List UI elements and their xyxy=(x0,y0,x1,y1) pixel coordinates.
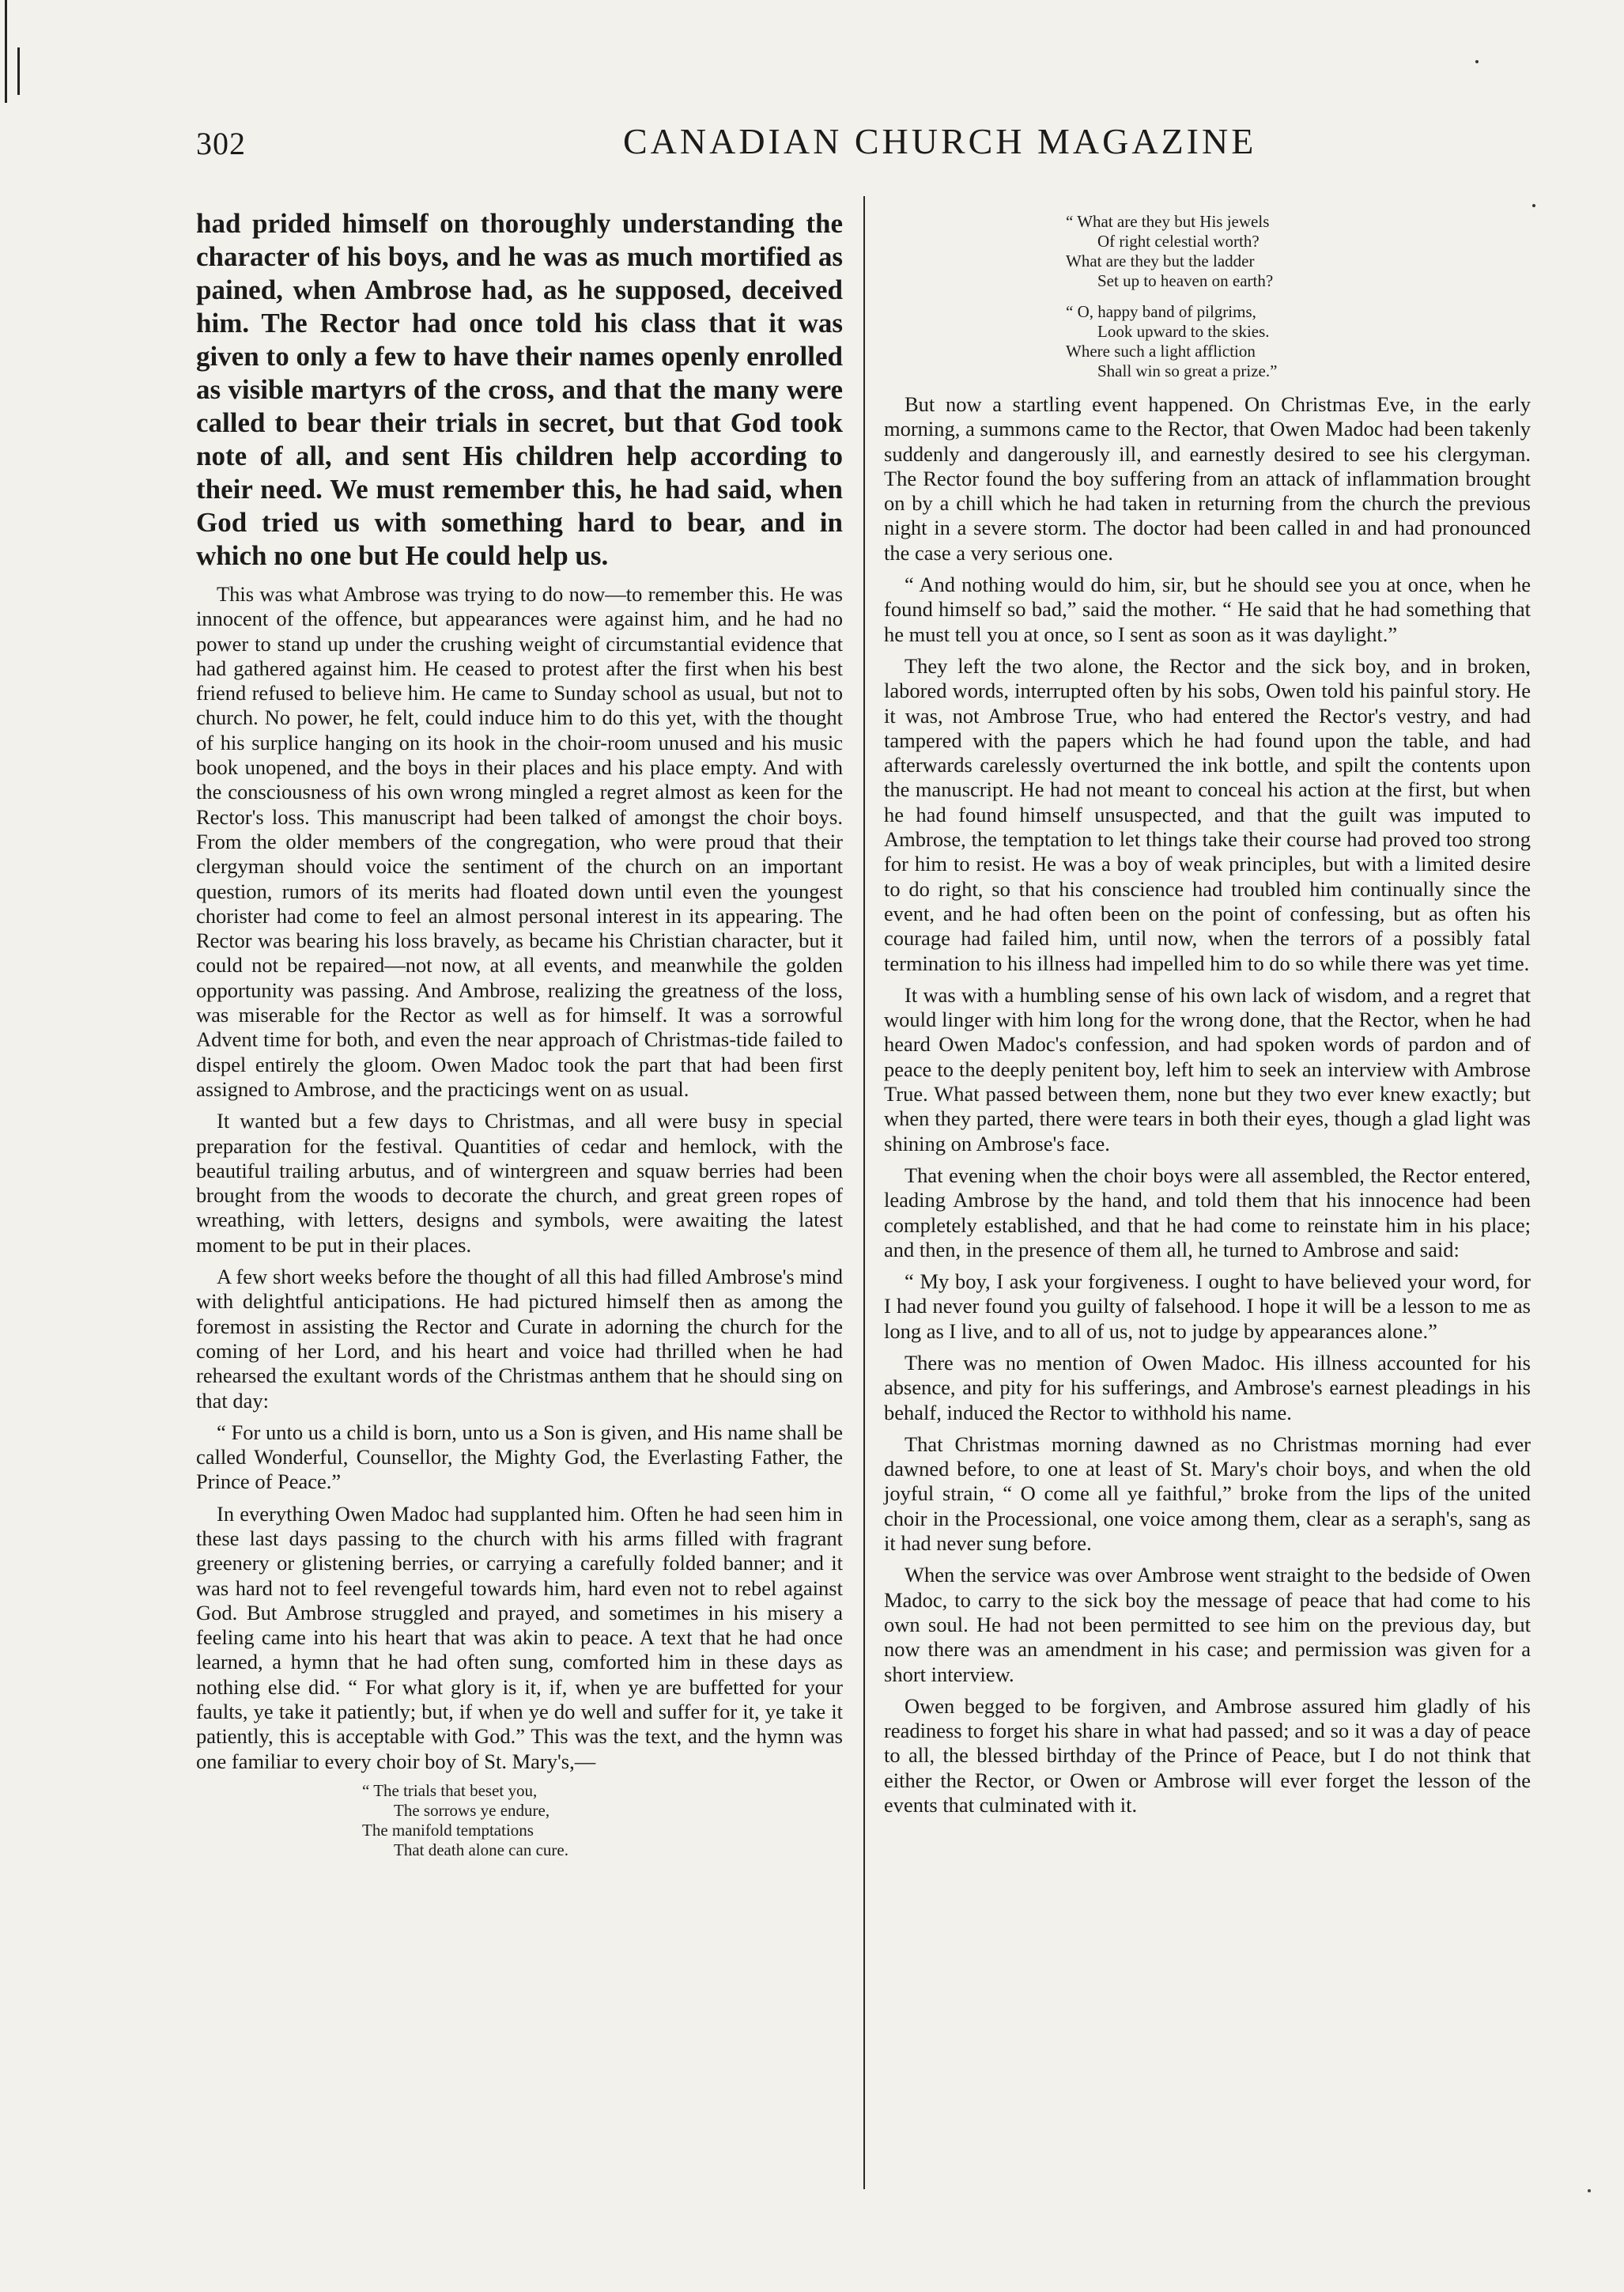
paragraph: In everything Owen Madoc had supplanted him. Often he had seen him in these last days passing to the church with his arms filled with fragrant greenery or glistening berries, or carrying a carefully folded banner; and it was hard not to feel revengeful towards him, hard even not to rebel against God. But Ambrose struggled and prayed, and sometimes in his misery a feeling came into his heart that was akin to peace. A text that he had once learned, a hymn that he had often sung, comforted him in these days as nothing else did. “ For what glory is it, if, when ye are buffetted for your faults, ye take it patiently; but, if when ye do well and suffer for it, ye take it patiently, this is acceptable with God.” This was the text, and the hymn was one familiar to every choir boy of St. Mary's,— xyxy=(196,1501,843,1773)
hymn-line: The sorrows ye endure, xyxy=(394,1800,550,1820)
paragraph: There was no mention of Owen Madoc. His illness accounted for his absence, and pity for his sufferings, and Ambrose's earnest pleadings in his behalf, induced the Rector to withhold his name. xyxy=(884,1350,1531,1424)
left-column xyxy=(196,207,843,1871)
hymn-line: Shall win so great a prize.” xyxy=(1097,361,1278,380)
hymn-line: “ What are they but His jewels xyxy=(1066,212,1270,231)
hymn-line: Set up to heaven on earth? xyxy=(1097,271,1274,290)
hymn-line: “ The trials that beset you, xyxy=(362,1780,538,1800)
stanza-gap xyxy=(1066,291,1531,302)
lead-paragraph: had prided himself on thoroughly understanding the character of his boys, and he was as much mortified as pained, when Ambrose had, as he supposed, deceived him. The Rector had once told his class that it was given to only a few to have their names openly enrolled as visible martyrs of the cross, and that the many were called to bear their trials in secret, but that God took note of all, and sent His children help according to their need. We must remember this, he had said, when God tried us with something hard to bear, and in which no one but He could help us. xyxy=(196,208,843,571)
paragraph: But now a startling event happened. On Christmas Eve, in the early morning, a summons came to the Rector, that Owen Madoc had been takenly suddenly and dangerously ill, and earnestly desired to see his clergyman. The Rector found the boy suffering from an attack of inflammation brought on by a chill which he had taken in returning from the church the previous night in a severe storm. The doctor had been called in and had pronounced the case a very serious one. xyxy=(884,392,1531,565)
hymn-line: The manifold temptations xyxy=(362,1820,534,1840)
paragraph: It was with a humbling sense of his own lack of wisdom, and a regret that would linger with him long for the wrong done, that the Rector, when he had heard Owen Madoc's confession, and had spoken words of pardon and of peace to the deeply penitent boy, left him to seek an interview with Ambrose True. What passed between them, none but they two ever knew exactly; but when they parted, there were tears in both their eyes, though a glad light was shining on Ambrose's face. xyxy=(884,982,1531,1155)
page-number: 302 xyxy=(196,126,246,161)
scan-edge-mark xyxy=(17,47,20,95)
hymn-line: That death alone can cure. xyxy=(394,1840,568,1859)
hymn-stanzas xyxy=(884,212,1531,381)
right-column xyxy=(884,207,1531,1825)
page-header xyxy=(196,117,1540,172)
paragraph: It wanted but a few days to Christmas, and all were busy in special preparation for the festival. Quantities of cedar and hemlock, with the beautiful trailing arbutus, and of wintergreen and squaw berries had been brought from the woods to decorate the church, and great green ropes of wreathing, with letters, designs and symbols, were awaiting the latest moment to be put in their places. xyxy=(196,1109,843,1257)
scan-speck xyxy=(1475,60,1479,63)
hymn-line: Look upward to the skies. xyxy=(1097,322,1270,341)
hymn-line: What are they but the ladder xyxy=(1066,252,1255,270)
paragraph: A few short weeks before the thought of all this had filled Ambrose's mind with delightful anticipations. He had pictured himself then as among the foremost in assisting the Rector and Curate in adorning the church for the coming of her Lord, and his heart and voice had thrilled when he had rehearsed the exultant words of the Christmas anthem that he should sing on that day: xyxy=(196,1265,843,1413)
paragraph: “ My boy, I ask your forgiveness. I ought to have believed your word, for I had never found you guilty of falsehood. I hope it will be a lesson to me as long as I live, and to all of us, not to judge by appearances alone.” xyxy=(884,1269,1531,1343)
paragraph: This was what Ambrose was trying to do now—to remember this. He was innocent of the offence, but appearances were against him, and he had no power to stand up under the crushing weight of circumstantial evidence that had gathered against him. He ceased to protest after the first when his best friend refused to believe him. He came to Sunday school as usual, but not to church. No power, he felt, could induce him to do this yet, with the thought of his surplice hanging on its hook in the choir-room unused and his music book unopened, and the boys in their places and his place empty. And with the consciousness of his own wrong mingled a regret almost as keen for the Rector's loss. This manuscript had been talked of amongst the choir boys. From the older members of the congregation, who were proud that their clergyman should voice the sentiment of the church on an important question, rumors of its merits had floated down until even the youngest chorister had come to feel an almost personal interest in its appearing. The Rector was bearing his loss bravely, as became his Christian character, but it could not be repaired—not now, at all events, and meanwhile the golden opportunity was passing. And Ambrose, realizing the greatness of the loss, was miserable for the Rector as well as for himself. It was a sorrowful Advent time for both, and even the near approach of Christmas-tide failed to dispel entirely the gloom. Owen Madoc took the part that had been first assigned to Ambrose, and the practicings went on as usual. xyxy=(196,582,843,1101)
paragraph: That Christmas morning dawned as no Christmas morning had ever dawned before, to one at least of St. Mary's choir boys, and when the old joyful strain, “ O come all ye faithful,” broke from the lips of the united choir in the Processional, one voice among them, clear as a seraph's, sang as it had never sung before. xyxy=(884,1432,1531,1556)
scan-bottom-edge xyxy=(0,2260,1624,2292)
scan-edge-mark xyxy=(5,0,7,103)
hymn-stanza xyxy=(196,1781,843,1860)
paragraph: “ And nothing would do him, sir, but he should see you at once, when he found himself so bad,” said the mother. “ He said that he had something that he must tell you at once, so I sent as soon as it was daylight.” xyxy=(884,573,1531,646)
running-title: CANADIAN CHURCH MAGAZINE xyxy=(623,121,1257,161)
paragraph: That evening when the choir boys were all assembled, the Rector entered, leading Ambrose by the hand, and told them that his innocence had been completely established, and that he had come to reinstate him in his place; and then, in the presence of them all, he turned to Ambrose and said: xyxy=(884,1163,1531,1261)
scan-speck xyxy=(1588,2189,1591,2192)
anthem-quote: “ For unto us a child is born, unto us a Son is given, and His name shall be called Wonderful, Counsellor, the Mighty God, the Everlasting Father, the Prince of Peace.” xyxy=(196,1420,843,1494)
hymn-line: Where such a light affliction xyxy=(1066,342,1256,361)
hymn-line: “ O, happy band of pilgrims, xyxy=(1066,302,1256,321)
paragraph: When the service was over Ambrose went straight to the bedside of Owen Madoc, to carry to the sick boy the message of peace that had come to his own soul. He had not been permitted to see him on the previous day, but now there was an amendment in his case; and permission was given for a short interview. xyxy=(884,1563,1531,1686)
hymn-line: Of right celestial worth? xyxy=(1097,232,1260,251)
scan-speck xyxy=(1532,204,1535,207)
paragraph: Owen begged to be forgiven, and Ambrose assured him gladly of his readiness to forget his share in what had passed; and so it was a day of peace to all, the blessed birthday of the Prince of Peace, but I do not think that either the Rector, or Owen or Ambrose will ever forget the lesson of the events that culminated with it. xyxy=(884,1693,1531,1817)
column-divider xyxy=(863,196,865,2189)
paragraph: They left the two alone, the Rector and the sick boy, and in broken, labored words, interrupted often by his sobs, Owen told his painful story. He it was, not Ambrose True, who had entered the Rector's vestry, and had tampered with the papers which he had found upon the table, and had afterwards carelessly overturned the ink bottle, and spilt the contents upon the manuscript. He had not meant to conceal his action at the first, but when he had found himself unsuspected, and that the guilt was imputed to Ambrose, the temptation to let things take their course had proved too strong for him to resist. He was a boy of weak principles, but with a limited desire to do right, so that his conscience had troubled him continually since the event, and he had often been on the point of confessing, but as often his courage had failed him, until now, when the terrors of a possibly fatal termination to his illness had impelled him to do so while there was yet time. xyxy=(884,653,1531,975)
